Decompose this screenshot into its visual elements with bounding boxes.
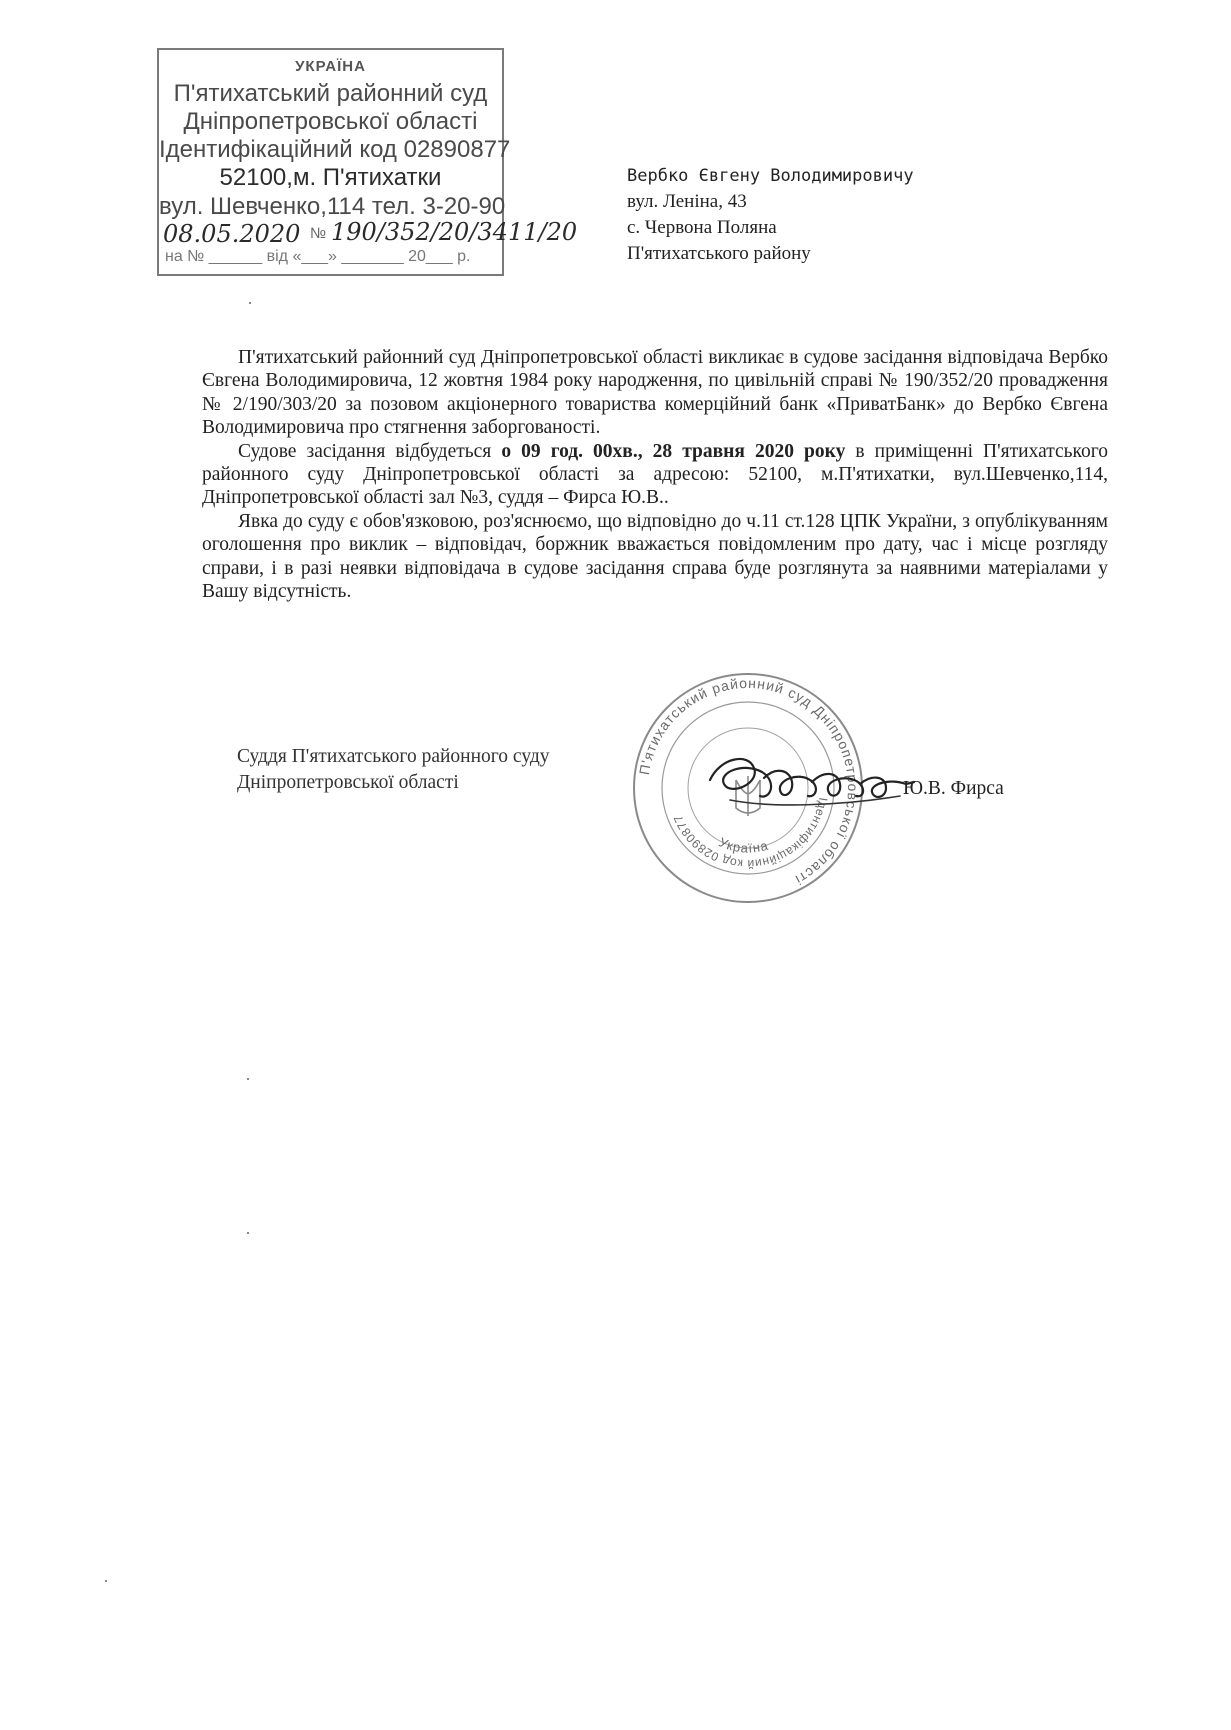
seal-bottom-text: Україна bbox=[716, 834, 771, 856]
summons-body bbox=[202, 346, 1108, 603]
body-paragraph-attendance: Явка до суду є обов'язковою, роз'яснюємо, що відповідно до ч.11 ст.128 ЦПК України, з опублікуванням оголошення про виклик – відповідач, боржник вважається повідомленим про дату, час і місце розгляду справи, і в разі неявки відповідача в судове засідання справа буде розглянута за наявними матеріалами у Вашу відсутність. bbox=[202, 510, 1108, 603]
stamp-outgoing-date: 08.05.2020 bbox=[163, 220, 301, 248]
stamp-number-prefix: № bbox=[310, 225, 327, 242]
judge-signature bbox=[700, 738, 920, 828]
court-corner-stamp bbox=[157, 48, 578, 276]
hearing-intro: Судове засідання відбудеться bbox=[238, 440, 502, 462]
judge-title bbox=[237, 744, 550, 796]
seal-outer-text: П'ятихатський районний суд Дніпропетровської області bbox=[635, 674, 862, 889]
stamp-court-name: П'ятихатський районний суд bbox=[173, 80, 488, 107]
scan-speck bbox=[247, 1078, 249, 1080]
addressee-street: вул. Леніна, 43 bbox=[627, 191, 747, 212]
stamp-incoming-row: на № ______ від «___» _______ 20___ р. bbox=[165, 248, 471, 265]
stamp-outgoing-number: 190/352/20/3411/20 bbox=[331, 218, 578, 246]
judge-title-line-2: Дніпропетровської області bbox=[237, 772, 459, 793]
seal-inner-text: Ідентифікаційний код 02890877 bbox=[670, 796, 831, 872]
scan-speck bbox=[105, 1580, 107, 1582]
stamp-street: вул. Шевченко,114 тел. 3-20-90 bbox=[159, 193, 506, 220]
addressee-village: с. Червона Поляна bbox=[627, 217, 777, 238]
stamp-region: Дніпропетровської області bbox=[183, 108, 478, 135]
addressee-district: П'ятихатського району bbox=[627, 243, 811, 264]
stamp-country: УКРАЇНА bbox=[295, 58, 366, 75]
judge-title-line-1: Суддя П'ятихатського районного суду bbox=[237, 746, 550, 767]
hearing-datetime: о 09 год. 00хв., 28 травня 2020 року bbox=[501, 440, 846, 462]
stamp-outgoing-row bbox=[163, 218, 578, 250]
addressee-block bbox=[627, 163, 914, 267]
body-paragraph-hearing bbox=[202, 440, 1108, 510]
stamp-identification-code: Ідентифікаційний код 02890877 bbox=[159, 136, 511, 163]
judge-name: Ю.В. Фирса bbox=[903, 778, 1004, 799]
hearing-location: в приміщенні П'ятихатського районного суду Дніпропетровської області за адресою: 52100, м.П'ятихатки, вул.Шевченко,114, Дніпропетровської області зал №3, суддя – Фирса Ю.В.. bbox=[202, 440, 1109, 509]
scan-speck bbox=[247, 1232, 249, 1234]
scan-speck bbox=[249, 302, 251, 304]
body-paragraph-summons: П'ятихатський районний суд Дніпропетровської області викликає в судове засідання відповідача Вербко Євгена Володимировича, 12 жовтня 1984 року народження, по цивільній справі № 190/352/20 провадження № 2/190/303/20 за позовом акціонерного товариства комерційний банк «ПриватБанк» до Вербко Євгена Володимировича про стягнення заборгованості. bbox=[202, 347, 1108, 439]
addressee-name: Вербко Євгену Володимировичу bbox=[627, 166, 914, 186]
stamp-city: 52100,м. П'ятихатки bbox=[219, 164, 442, 191]
